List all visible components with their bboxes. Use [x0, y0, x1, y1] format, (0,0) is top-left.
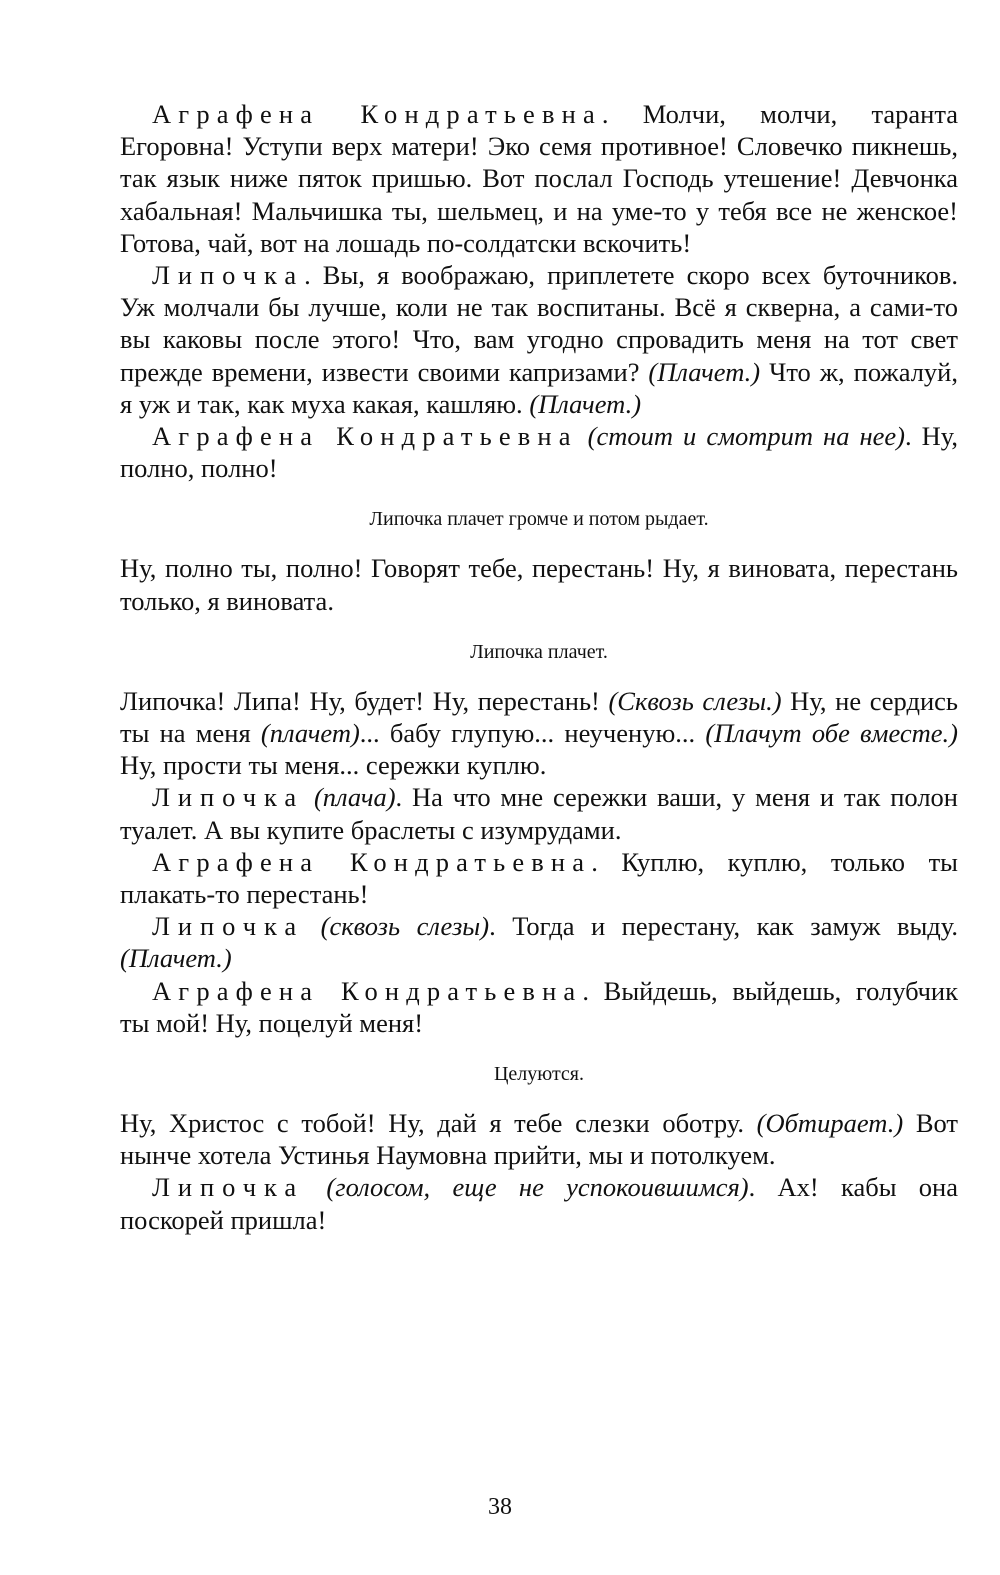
speech-paragraph: [120, 98, 958, 259]
speech-text: Липочка! Липа! Ну, будет! Ну, перестань!: [120, 685, 609, 716]
page-number: 38: [488, 1494, 512, 1520]
speech-text: . Куплю, куплю, только ты плакать-то перестань!: [120, 846, 958, 910]
speech-paragraph: [120, 846, 958, 910]
stage-direction: (плача): [304, 782, 396, 813]
speech-text: Вот нынче хотела Устинья Наумовна прийти, мы и потолкуем.: [120, 1108, 958, 1171]
speech-text: . Тогда и перестану, как замуж выду.: [489, 911, 958, 942]
stage-direction: (Плачет.): [648, 356, 761, 387]
stage-direction: (голосом, еще не успокоившимся): [304, 1172, 749, 1203]
stage-direction: (Плачет.): [529, 388, 642, 419]
speaker-name: Липочка: [152, 911, 305, 942]
speaker-name: Аграфена Кондратьевна: [152, 975, 583, 1006]
speech-text: Что ж, пожалуй, я уж и так, как муха какая, кашляю.: [120, 356, 958, 419]
speech-text: . На что мне сережки ваши, у меня и так полон туалет. А вы купите браслеты с изумрудами.: [120, 782, 958, 845]
speaker-name: Аграфена Кондратьевна: [152, 421, 578, 452]
speech-text: . Выйдешь, выйдешь, голубчик ты мой! Ну, поцелуй меня!: [120, 975, 958, 1038]
speech-text: Ну, прости ты меня... сережки куплю.: [120, 750, 547, 781]
speech-text: . Молчи, молчи, таранта Егоровна! Уступи верх матери! Эко семя противное! Словечко пикнешь, так язык ниже пяток пришью. Вот послал Господь утешение! Девчонка хабальная! Мальчишка ты, шельмец, и на уме-то у тебя все не женское! Готова, чай, вот на лошадь по-солдатски вскочить!: [120, 99, 958, 258]
speech-paragraph: [120, 1171, 958, 1235]
speech-text: ... бабу глупую... неученую...: [359, 718, 706, 749]
speech-paragraph: [120, 420, 958, 484]
stage-direction: (Плачут обе вместе.): [705, 718, 958, 749]
speaker-name: Липочка: [152, 1172, 305, 1203]
stage-direction: (стоит и смотрит на нее): [577, 421, 905, 452]
continued-speech: [120, 685, 958, 782]
continued-speech: Ну, полно ты, полно! Говорят тебе, перестань! Ну, я виновата, перестань только, я виновата.: [120, 553, 958, 616]
stage-direction-line: Липочка плачет.: [470, 640, 608, 663]
stage-direction: (Сквозь слезы.): [608, 685, 782, 716]
speaker-name: Липочка: [152, 782, 305, 813]
stage-direction: (Плачет.): [120, 943, 232, 974]
speaker-name: Аграфена Кондратьевна: [152, 846, 592, 877]
speech-text: . Ну, полно, полно!: [120, 421, 958, 484]
speaker-name: Аграфена Кондратьевна: [152, 99, 602, 129]
page-text: [120, 98, 958, 1236]
stage-direction-line: Липочка плачет громче и потом рыдает.: [369, 508, 709, 531]
speech-paragraph: [120, 910, 958, 974]
stage-direction: (Обтирает.): [756, 1108, 904, 1139]
speech-text: . Ах! кабы она поскорей пришла!: [120, 1172, 958, 1235]
speech-paragraph: [120, 259, 958, 420]
speech-text: Ну, не сердись ты на меня: [120, 685, 958, 749]
continued-speech: [120, 1107, 958, 1171]
speaker-name: Липочка: [152, 260, 305, 291]
speech-paragraph: [120, 975, 958, 1039]
speech-paragraph: [120, 781, 958, 845]
stage-direction-line: Целуются.: [493, 1063, 585, 1086]
speech-text: Ну, Христос с тобой! Ну, дай я тебе слезки оботру.: [120, 1108, 757, 1139]
stage-direction: (сквозь слезы): [304, 911, 490, 942]
speech-text: . Вы, я воображаю, приплетете скоро всех буточников. Уж молчали бы лучше, коли не так воспитаны. Всё я скверна, а сами-то вы каковы после этого! Что, вам угодно спровадить меня на тот свет прежде времени, извести своими капризами?: [120, 260, 958, 387]
stage-direction: (плачет): [260, 718, 360, 749]
